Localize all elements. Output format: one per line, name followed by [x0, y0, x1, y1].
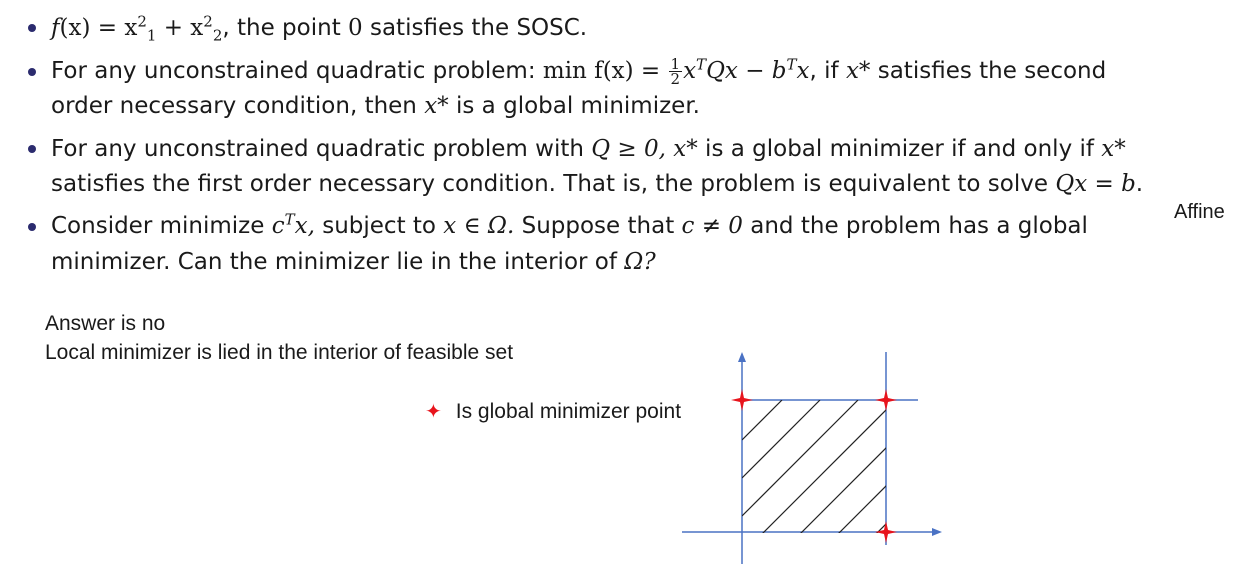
red-star-icon [875, 389, 897, 411]
bullet-3-line-1: For any unconstrained quadratic problem with Q ≥ 0, x* is a global minimizer if and only if x* [51, 136, 1126, 162]
bullet-3-line-2: satisfies the first order necessary condition. That is, the problem is equivalent to solve Qx = b. [51, 171, 1144, 197]
affine-annotation: Affine [1174, 201, 1225, 223]
answer-line-1: Answer is no [45, 312, 166, 335]
answer-line-2: Local minimizer is lied in the interior of feasible set [45, 341, 514, 364]
bullet-4-line-2: minimizer. Can the minimizer lie in the interior of Ω? [51, 249, 656, 275]
bullet-2-line-1: For any unconstrained quadratic problem: min f(x) = $\frac{1}{2}$ $x^TQx - b^Tx$, if x* satisfies the second [51, 55, 1107, 88]
bullet-1-text: $f(x) = x^2_1 + x^2_2$, the point 0 satisfies the SOSC. [51, 12, 588, 45]
red-star-icon: ✦ [425, 401, 442, 423]
red-star-icon [731, 389, 753, 411]
x-axis-arrow-icon [932, 528, 942, 536]
legend-label: Is global minimizer point [455, 400, 682, 423]
fraction-half: $\frac{1}{2}$ [670, 55, 681, 88]
red-star-icon [875, 521, 897, 543]
bullet-2-line-2: order necessary condition, then x* is a global minimizer. [51, 93, 700, 119]
bullet-4-line-1: Consider minimize $c^Tx$, subject to x ∈ Ω. Suppose that c ≠ 0 and the problem has a global [51, 210, 1088, 239]
feasible-set-hatching [742, 400, 1010, 582]
y-axis-arrow-icon [738, 352, 746, 362]
